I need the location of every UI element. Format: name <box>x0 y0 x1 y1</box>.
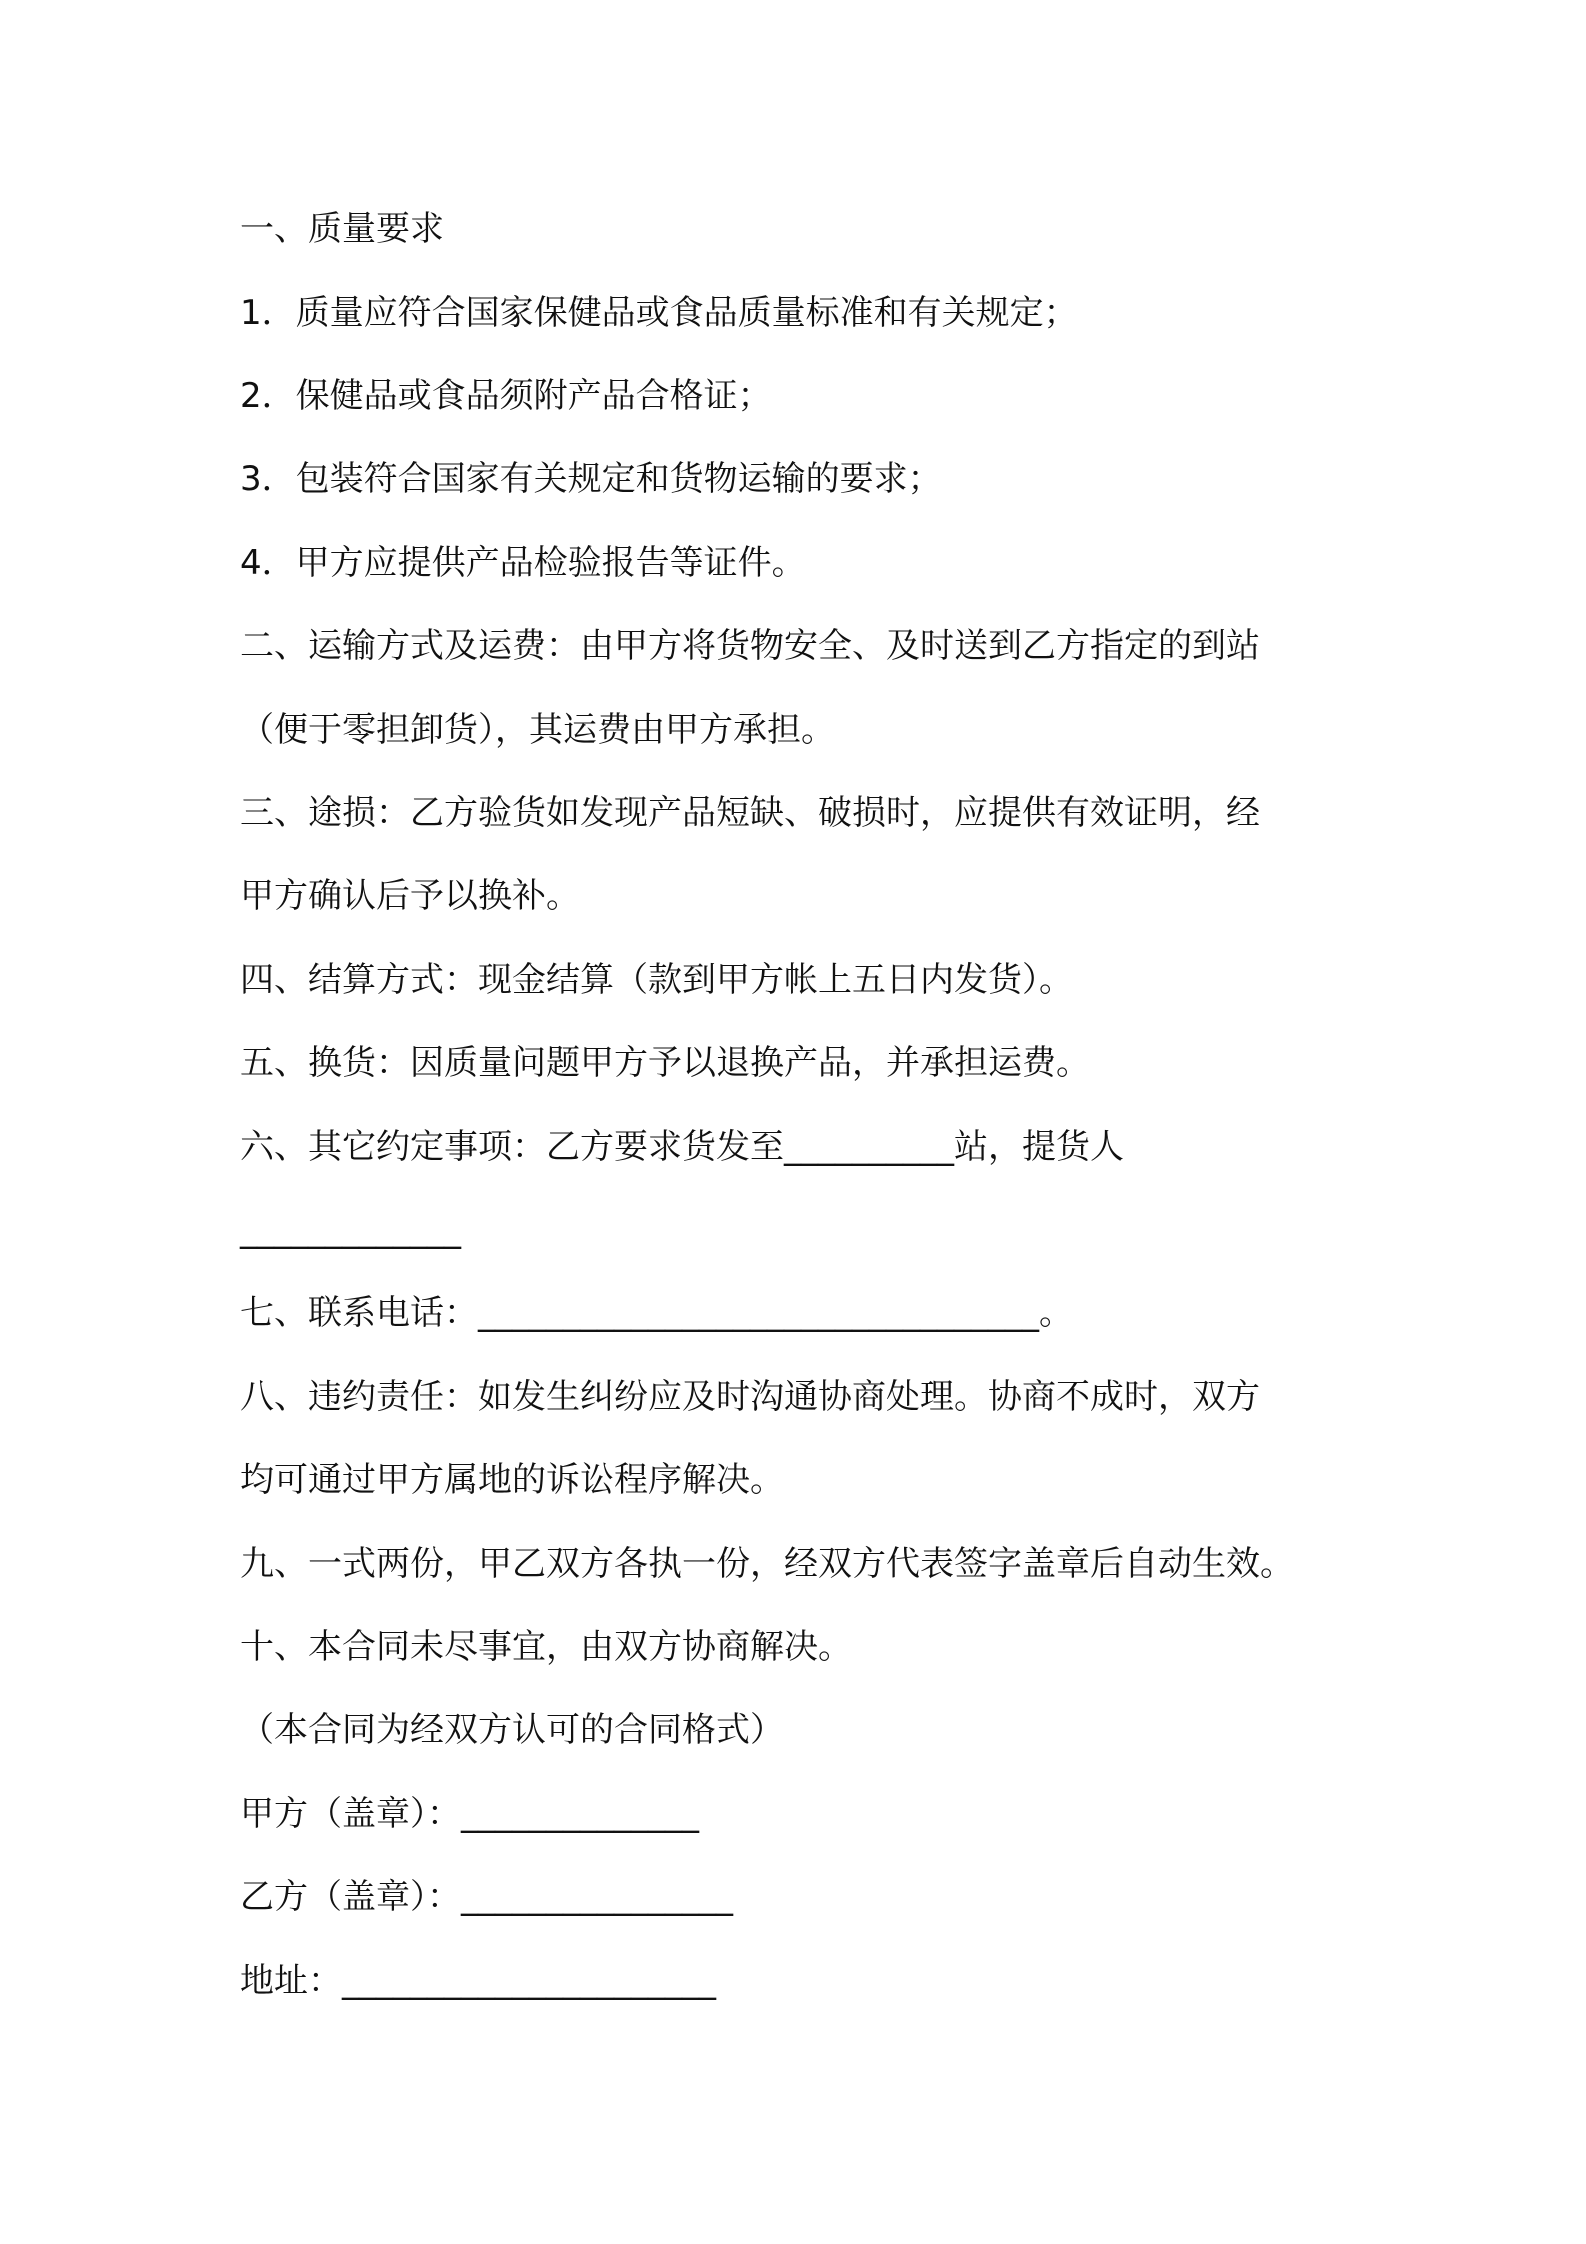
section-1-item-3: 3．包装符合国家有关规定和货物运输的要求； <box>240 459 942 499</box>
section-2-line-1: 二、运输方式及运费：由甲方将货物安全、及时送到乙方指定的到站 <box>240 626 1260 666</box>
party-b-blank[interactable]: ________________ <box>461 1877 733 1917</box>
section-1-item-1: 1．质量应符合国家保健品或食品质量标准和有关规定； <box>240 293 1078 333</box>
address-blank[interactable]: ______________________ <box>342 1961 716 2001</box>
party-b-seal <box>240 1874 1390 1920</box>
section-1-item-2: 2．保健品或食品须附产品合格证； <box>240 376 772 416</box>
consignee-blank[interactable]: _____________ <box>240 1210 461 1250</box>
section-6-suffix: 站，提货人 <box>954 1127 1124 1167</box>
section-3-line-1: 三、途损：乙方验货如发现产品短缺、破损时，应提供有效证明，经 <box>240 793 1260 833</box>
section-1-heading: 一、质量要求 <box>240 209 444 249</box>
section-10: 十、本合同未尽事宜，由双方协商解决。 <box>240 1627 852 1667</box>
section-9: 九、一式两份，甲乙双方各执一份，经双方代表签字盖章后自动生效。 <box>240 1544 1294 1584</box>
address-label: 地址： <box>240 1961 342 2001</box>
section-6-prefix: 六、其它约定事项：乙方要求货发至 <box>240 1127 784 1167</box>
section-5: 五、换货：因质量问题甲方予以退换产品，并承担运费。 <box>240 1043 1090 1083</box>
section-8-line-2: 均可通过甲方属地的诉讼程序解决。 <box>240 1460 784 1500</box>
section-7 <box>240 1290 1390 1336</box>
party-a-seal <box>240 1791 1390 1837</box>
section-7-prefix: 七、联系电话： <box>240 1293 478 1333</box>
phone-blank[interactable]: _________________________________ <box>478 1293 1039 1333</box>
section-3-line-2: 甲方确认后予以换补。 <box>240 876 580 916</box>
section-8-line-1: 八、违约责任：如发生纠纷应及时沟通协商处理。协商不成时，双方 <box>240 1377 1260 1417</box>
section-6-line-1 <box>240 1124 1390 1170</box>
section-6-line-2 <box>240 1207 1390 1253</box>
contract-format-note: （本合同为经双方认可的合同格式） <box>240 1710 784 1750</box>
party-b-label: 乙方（盖章）： <box>240 1877 461 1917</box>
section-1-item-4: 4．甲方应提供产品检验报告等证件。 <box>240 543 806 583</box>
section-2-line-2: （便于零担卸货），其运费由甲方承担。 <box>240 710 835 750</box>
address-row <box>240 1958 1390 2004</box>
section-4: 四、结算方式：现金结算（款到甲方帐上五日内发货）。 <box>240 960 1073 1000</box>
destination-station-blank[interactable]: __________ <box>784 1127 954 1167</box>
section-7-suffix: 。 <box>1039 1293 1073 1333</box>
party-a-label: 甲方（盖章）： <box>240 1794 461 1834</box>
party-a-blank[interactable]: ______________ <box>461 1794 699 1834</box>
